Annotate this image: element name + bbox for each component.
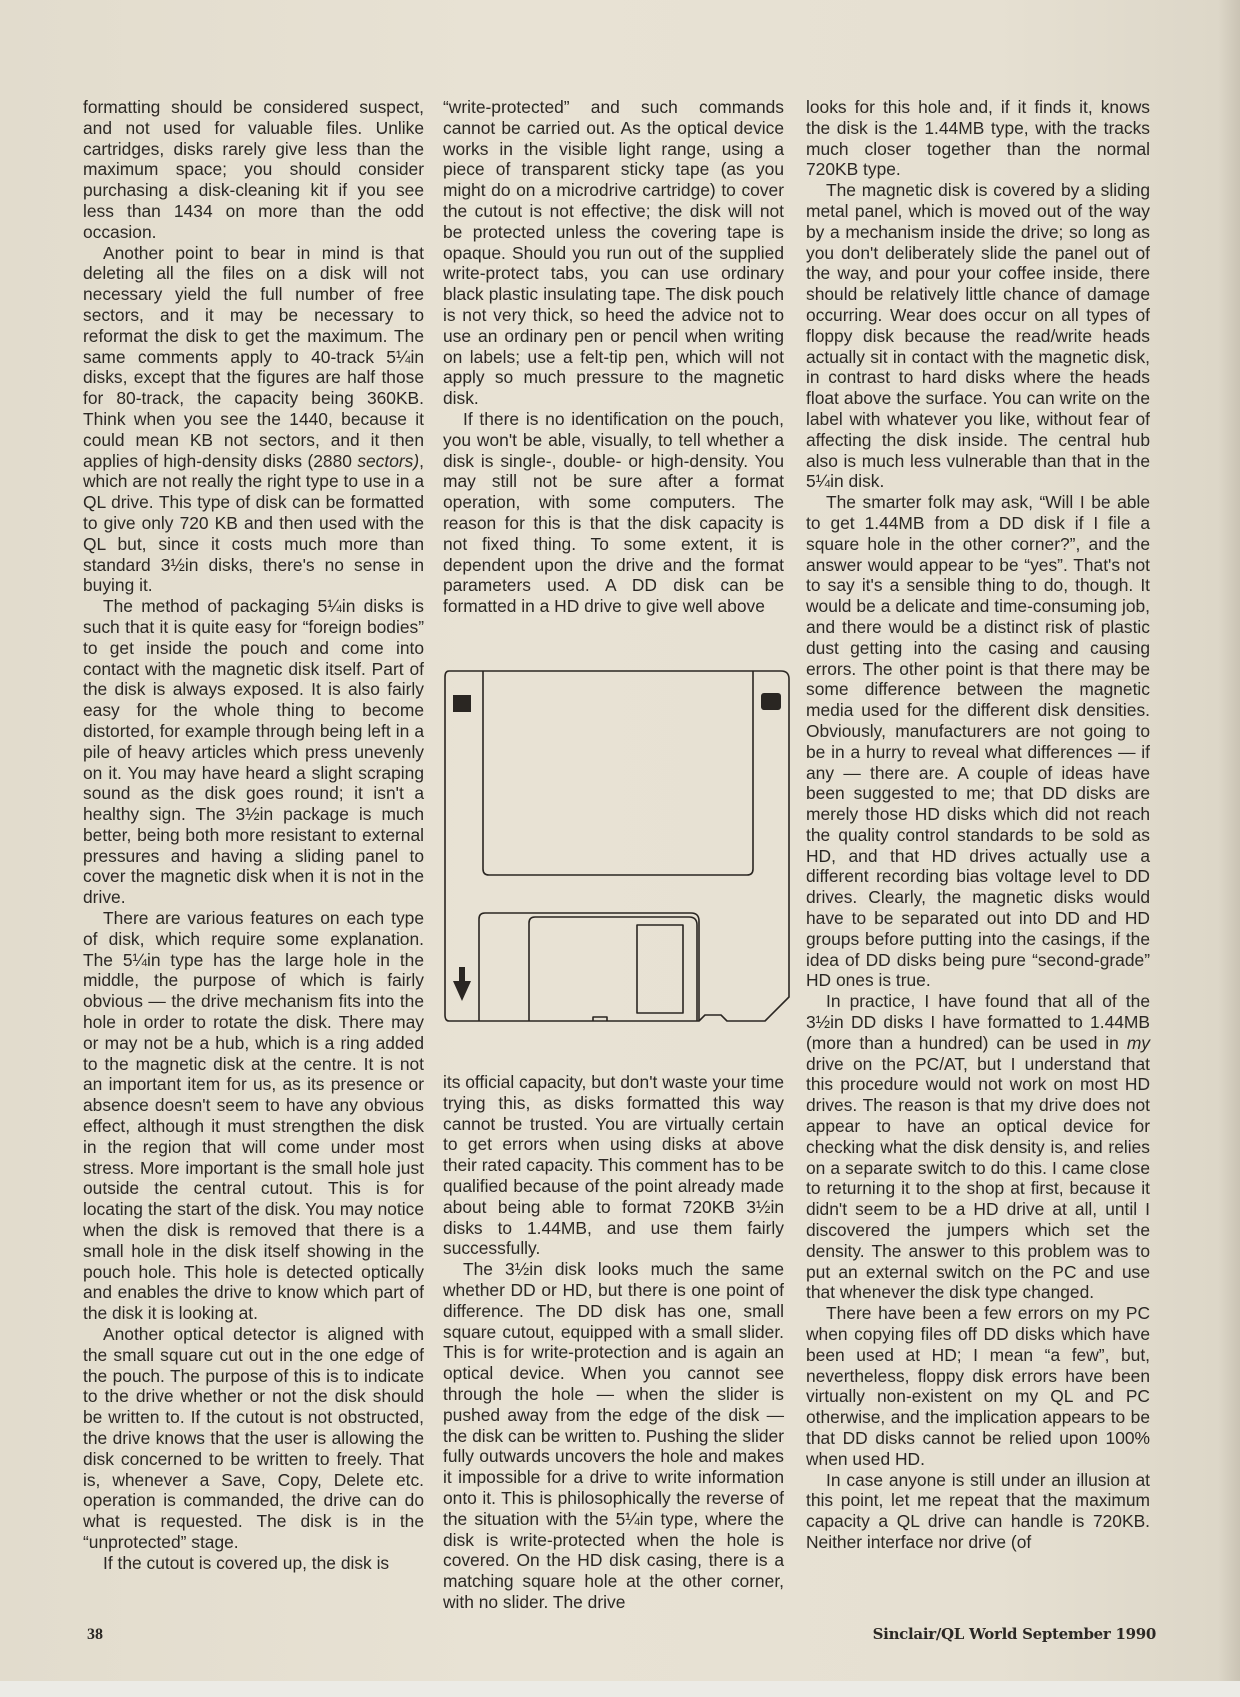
emphasis: my <box>1126 1032 1150 1053</box>
paragraph: The method of packaging 5¼in disks is such that it is quite easy for “foreign bodies” to get inside the pouch and come into contact with the magnetic disk itself. Part of the disk is always exposed. It is also fairly easy for the whole thing to become distorted, for example through being left in a pile of heavy articles which press unevenly on it. You may have heard a slight scraping sound as the disk goes round; it isn't a healthy sign. The 3½in package is much better, being both more resistant to external pressures and having a sliding panel to cover the magnetic disk when it is not in the drive. <box>83 596 424 908</box>
paragraph: There are various features on each type of disk, which require some explanation. The 5¼in type has the large hole in the middle, the purpose of which is fairly obvious — the drive mechanism fits into the hole in order to rotate the disk. There may or may not be a hub, which is a ring added to the magnetic disk at the centre. It is not an important item for us, as its presence or absence doesn't seem to have any obvious effect, although it must strengthen the disk in the region that will come under most stress. More important is the small hole just outside the central cutout. This is for locating the start of the disk. You may notice when the disk is removed that there is a small hole in the disk itself showing in the pouch hole. This hole is detected optically and enables the drive to know which part of the disk it is looking at. <box>83 908 424 1324</box>
paragraph: The smarter folk may ask, “Will I be able to get 1.44MB from a DD disk if I file a square hole in the other corner?”, and the answer would appear to be “yes”. That's not to say it's a sensible thing to do, though. It would be a delicate and time-consuming job, and there would be a distinct risk of plastic dust getting into the casing and causing errors. The other point is that there may be some difference between the magnetic media used for the different disk densities. Obviously, manufacturers are not going to be in a hurry to reveal what differences — if any — there are. A couple of ideas have been suggested to me; that DD disks are merely those HD disks which did not reach the quality control standards to be sold as HD, and that HD drives actually use a different recording bias voltage level to DD drives. Clearly, the magnetic disks would have to be separated out into DD and HD groups before putting into the casings, if the idea of DD disks being pure “second-grade” HD ones is true. <box>806 492 1150 991</box>
text-column-1 <box>83 97 424 1574</box>
floppy-disk-figure <box>443 665 793 1037</box>
paragraph: The magnetic disk is covered by a sliding metal panel, which is moved out of the way by a mechanism inside the drive; so long as you don't deliberately slide the panel out of the way, and pour your coffee inside, there should be relatively little chance of damage occurring. Wear does occur on all types of floppy disk because the read/write heads actually sit in contact with the magnetic disk, in contrast to hard disks where the heads float above the surface. You can write on the label with whatever you like, without fear of affecting the disk inside. The central hub also is much less vulnerable than that in the 5¼in disk. <box>806 180 1150 492</box>
paragraph: “write-protected” and such commands cannot be carried out. As the optical device works in the visible light range, using a piece of transparent sticky tape (as you might do on a microdrive cartridge) to cover the cutout is not effective; the disk will not be protected unless the covering tape is opaque. Should you run out of the supplied write-protect tabs, you can use ordinary black plastic insulating tape. The disk pouch is not very thick, so heed the advice not to use an ordinary pen or pencil when writing on labels; use a felt-tip pen, which will not apply so much pressure to the magnetic disk. <box>443 97 784 409</box>
shutter-window <box>637 925 683 1013</box>
write-protect-hole-icon <box>453 695 471 712</box>
insert-arrow-icon <box>453 967 471 1001</box>
text-column-3 <box>806 97 1150 1553</box>
paragraph: looks for this hole and, if it finds it, knows the disk is the 1.44MB type, with the tracks much closer together than the normal 720KB type. <box>806 97 1150 180</box>
scan-bottom-margin <box>0 1681 1240 1697</box>
paragraph: In case anyone is still under an illusion at this point, let me repeat that the maximum capacity a QL drive can handle is 720KB. Neither interface nor drive (of <box>806 1469 1150 1552</box>
paragraph: formatting should be considered suspect, and not used for valuable files. Unlike cartridges, disks rarely give less than the maximum space; you should consider purchasing a disk-cleaning kit if you see less than 1434 on more than the odd occasion. <box>83 97 424 242</box>
paragraph: If there is no identification on the pouch, you won't be able, visually, to tell whether a disk is single-, double- or high-density. You may still not be sure after a format operation, with some computers. The reason for this is that the disk capacity is not fixed thing. To some extent, it is dependent upon the drive and the format parameters used. A DD disk can be formatted in a HD drive to give well above <box>443 408 784 617</box>
publication-footer: Sinclair/QL World September 1990 <box>872 1625 1156 1643</box>
label-area <box>483 671 753 875</box>
paragraph: If the cutout is covered up, the disk is <box>103 1552 390 1573</box>
hd-hole-icon <box>761 693 781 710</box>
paragraph: its official capacity, but don't waste your time trying this, as disks formatted this way cannot be trusted. You are virtually certain to get errors when using disks at above their rated capacity. This comment has to be qualified because of the point already made about being able to format 720KB 3½in disks to 1.44MB, and use them fairly successfully. <box>443 1072 784 1259</box>
paragraph: Another optical detector is aligned with the small square cut out in the one edge of the pouch. The purpose of this is to indicate to the drive whether or not the disk should be written to. If the cutout is not obstructed, the drive knows that the user is allowing the disk concerned to be written to freely. That is, whenever a Save, Copy, Delete etc. operation is commanded, the drive can do what is requested. The disk is in the “unprotected” stage. <box>83 1324 424 1552</box>
page-number: 38 <box>87 1626 103 1643</box>
floppy-disk-drawing <box>443 665 793 1037</box>
shutter-track <box>479 913 699 1021</box>
paragraph: There have been a few errors on my PC when copying files off DD disks which have been used at HD; I mean “a few”, but, nevertheless, floppy disk errors have been virtually non-existent on my QL and PC otherwise, and the implication appears to be that DD disks cannot be relied upon 100% when used HD. <box>806 1303 1150 1469</box>
page-edge-shadow <box>1218 0 1240 1697</box>
paragraph: In practice, I have found that all of the 3½in DD disks I have formatted to 1.44MB (more than a hundred) can be used in my drive on the PC/AT, but I understand that this procedure would not work on most HD drives. The reason is that my drive does not appear to have an optical device for checking what the disk density is, and relies on a separate switch to do this. I came close to returning it to the shop at first, because it didn't seem to be a HD drive at all, until I discovered the jumpers which set the density. The answer to this problem was to put an external switch on the PC and use that whenever the disk type changed. <box>806 991 1150 1303</box>
disk-outline <box>445 671 789 1021</box>
text-column-2-bottom <box>443 1072 784 1613</box>
emphasis: sectors) <box>357 450 420 471</box>
paragraph: Another point to bear in mind is that deleting all the files on a disk will not necessary yield the full number of free sectors, and it may be necessary to reformat the disk to get the maximum. The same comments apply to 40-track 5¼in disks, except that the figures are half those for 80-track, the capacity being 360KB. Think when you see the 1440, because it could mean KB not sectors, and it then applies of high-density disks (2880 sectors), which are not really the right type to use in a QL drive. This type of disk can be formatted to give only 720 KB and then used with the QL but, since it costs much more than standard 3½in disks, there's no sense in buying it. <box>83 242 424 596</box>
text-column-2-top <box>443 97 784 617</box>
paragraph: The 3½in disk looks much the same whether DD or HD, but there is one point of difference. The DD disk has one, small square cutout, equipped with a small slider. This is for write-protection and is again an optical device. When you cannot see through the hole — when the slider is pushed away from the edge of the disk — the disk can be written to. Pushing the slider fully outwards uncovers the hole and makes it impossible for a drive to write information onto it. This is philosophically the reverse of the situation with the 5¼in type, where the disk is write-protected when the hole is covered. On the HD disk casing, there is a matching square hole at the other corner, with no slider. The drive <box>443 1259 784 1612</box>
metal-shutter <box>529 917 697 1021</box>
